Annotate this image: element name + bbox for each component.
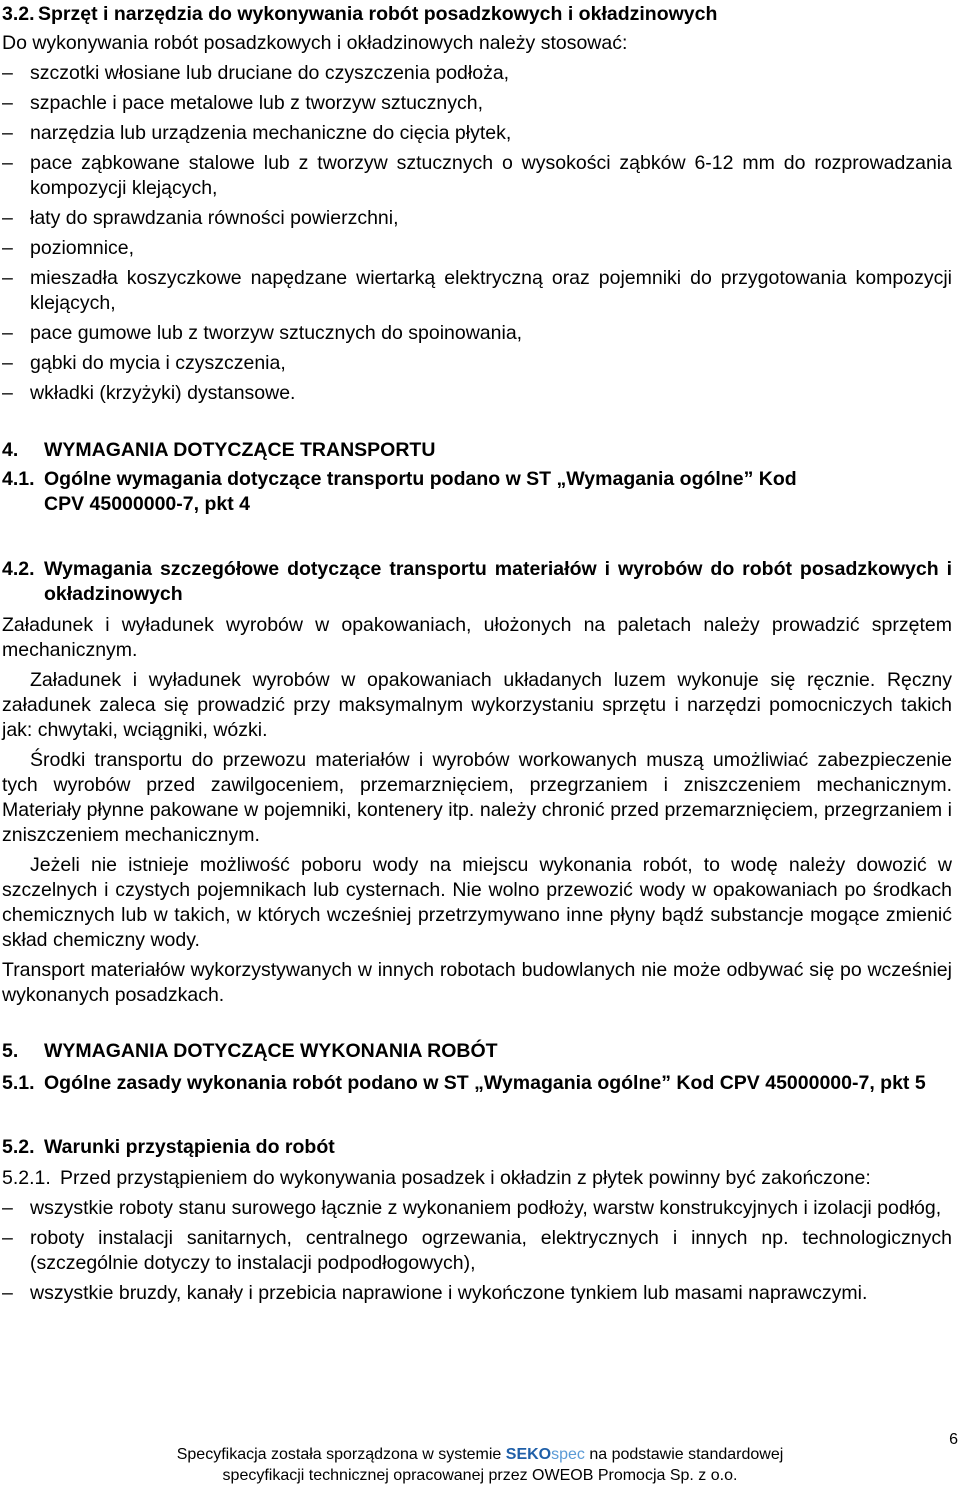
heading-5-2-number: 5.2.	[2, 1136, 35, 1158]
page-footer	[0, 1444, 960, 1486]
heading-5-1-title: Ogólne zasady wykonania robót podano w ST „Wymagania ogólne” Kod CPV 45000000-7, pkt 5	[44, 1072, 926, 1094]
transport-paragraph-3: Środki transportu do przewozu materiałów i wyrobów workowanych muszą umożliwiać zabezpieczenie tych wyrobów przed zawilgoceniem, przemarznięciem, przegrzaniem i zniszczeniem mechanicznym. Materiały płynne pakowane w pojemniki, kontenery itp. należy chronić przed przemarznięciem, przegrzaniem i zniszczeniem mechanicznym.	[2, 749, 952, 846]
heading-4-number: 4.	[2, 439, 19, 461]
heading-4-1	[2, 467, 952, 517]
heading-5-1-number: 5.1.	[2, 1072, 35, 1094]
clause-5-2-1-text: Przed przystąpieniem do wykonywania posadzek i okładzin z płytek powinny być zakończone:	[60, 1167, 871, 1189]
footer-line-1	[0, 1444, 960, 1465]
list-item: – wszystkie bruzdy, kanały i przebicia naprawione i wykończone tynkiem lub masami naprawczymi.	[2, 1281, 952, 1306]
list-item: – szczotki włosiane lub druciane do czyszczenia podłoża,	[2, 61, 952, 86]
list-item: – mieszadła koszyczkowe napędzane wiertarką elektryczną oraz pojemniki do przygotowania kompozycji klejących,	[2, 266, 952, 316]
heading-4-2-title: Wymagania szczegółowe dotyczące transportu materiałów i wyrobów do robót posadzkowych i okładzinowych	[44, 558, 952, 605]
footer-text-before: Specyfikacja została sporządzona w systemie	[176, 1446, 502, 1463]
list-item: – wszystkie roboty stanu surowego łącznie z wykonaniem podłoży, warstw konstrukcyjnych i izolacji podłóg,	[2, 1196, 952, 1221]
heading-5-1	[2, 1071, 952, 1096]
transport-paragraph-5: Transport materiałów wykorzystywanych w innych robotach budowlanych nie może odbywać się po wcześniej wykonanych posadzkach.	[2, 959, 952, 1006]
footer-text-after: na podstawie standardowej	[589, 1446, 784, 1463]
list-item: – wkładki (krzyżyki) dystansowe.	[2, 381, 952, 406]
heading-4	[2, 438, 952, 463]
heading-4-2	[2, 557, 952, 607]
heading-4-title: WYMAGANIA DOTYCZĄCE TRANSPORTU	[44, 439, 436, 461]
heading-5-number: 5.	[2, 1040, 19, 1062]
list-item: – pace ząbkowane stalowe lub z tworzyw sztucznych o wysokości ząbków 6-12 mm do rozprowadzania kompozycji klejących,	[2, 151, 952, 201]
clause-5-2-1	[2, 1166, 952, 1191]
list-item: – szpachle i pace metalowe lub z tworzyw sztucznych,	[2, 91, 952, 116]
heading-3-2-title: Sprzęt i narzędzia do wykonywania robót posadzkowych i okładzinowych	[38, 3, 718, 25]
page-number: 6	[949, 1431, 958, 1448]
list-item: – gąbki do mycia i czyszczenia,	[2, 351, 952, 376]
heading-5-2	[2, 1135, 952, 1160]
list-item: – roboty instalacji sanitarnych, centralnego ogrzewania, elektrycznych i innych np. technologicznych (szczególnie dotyczy to instalacji podpodłogowych),	[2, 1226, 952, 1276]
heading-3-2	[2, 2, 952, 27]
logo-part-spec: spec	[551, 1446, 585, 1463]
logo-part-seko: SEKO	[505, 1446, 552, 1463]
equipment-list	[2, 61, 952, 406]
list-item: – łaty do sprawdzania równości powierzchni,	[2, 206, 952, 231]
footer-line-2: specyfikacji technicznej opracowanej przez OWEOB Promocja Sp. z o.o.	[222, 1467, 738, 1484]
page-content	[2, 0, 952, 1306]
list-item: – pace gumowe lub z tworzyw sztucznych do spoinowania,	[2, 321, 952, 346]
heading-3-2-number: 3.2.	[2, 3, 35, 25]
clause-5-2-1-number: 5.2.1.	[2, 1167, 51, 1189]
transport-paragraph-1: Załadunek i wyładunek wyrobów w opakowaniach, ułożonych na paletach należy prowadzić sprzętem mechanicznym.	[2, 614, 952, 661]
list-item: – poziomnice,	[2, 236, 952, 261]
list-item: – narzędzia lub urządzenia mechaniczne do cięcia płytek,	[2, 121, 952, 146]
sekospec-logo	[506, 1446, 585, 1463]
heading-4-1-number: 4.1.	[2, 468, 35, 490]
transport-paragraph-4: Jeżeli nie istnieje możliwość poboru wody na miejscu wykonania robót, to wodę należy dowozić w szczelnych i czystych pojemnikach lub cysternach. Nie wolno przewozić wody w opakowaniach po środkach chemicznych lub w takich, w których wcześniej przetrzymywano inne płyny bądź substancje mogące zmienić skład chemiczny wody.	[2, 854, 952, 951]
heading-5-2-title: Warunki przystąpienia do robót	[44, 1136, 335, 1158]
transport-paragraph-2: Załadunek i wyładunek wyrobów w opakowaniach układanych luzem wykonuje się ręcznie. Ręczny załadunek zaleca się prowadzić przy maksymalnym wykorzystaniu sprzętu i narzędzi pomocniczych takich jak: chwytaki, wciągniki, wózki.	[2, 669, 952, 741]
heading-4-2-number: 4.2.	[2, 558, 35, 580]
heading-5	[2, 1039, 952, 1064]
heading-4-1-title: Ogólne wymagania dotyczące transportu podano w ST „Wymagania ogólne” Kod CPV 45000000-7, pkt 4	[44, 468, 797, 515]
heading-5-title: WYMAGANIA DOTYCZĄCE WYKONANIA ROBÓT	[44, 1040, 498, 1062]
preconditions-list	[2, 1196, 952, 1306]
equipment-intro: Do wykonywania robót posadzkowych i okładzinowych należy stosować:	[2, 32, 628, 54]
